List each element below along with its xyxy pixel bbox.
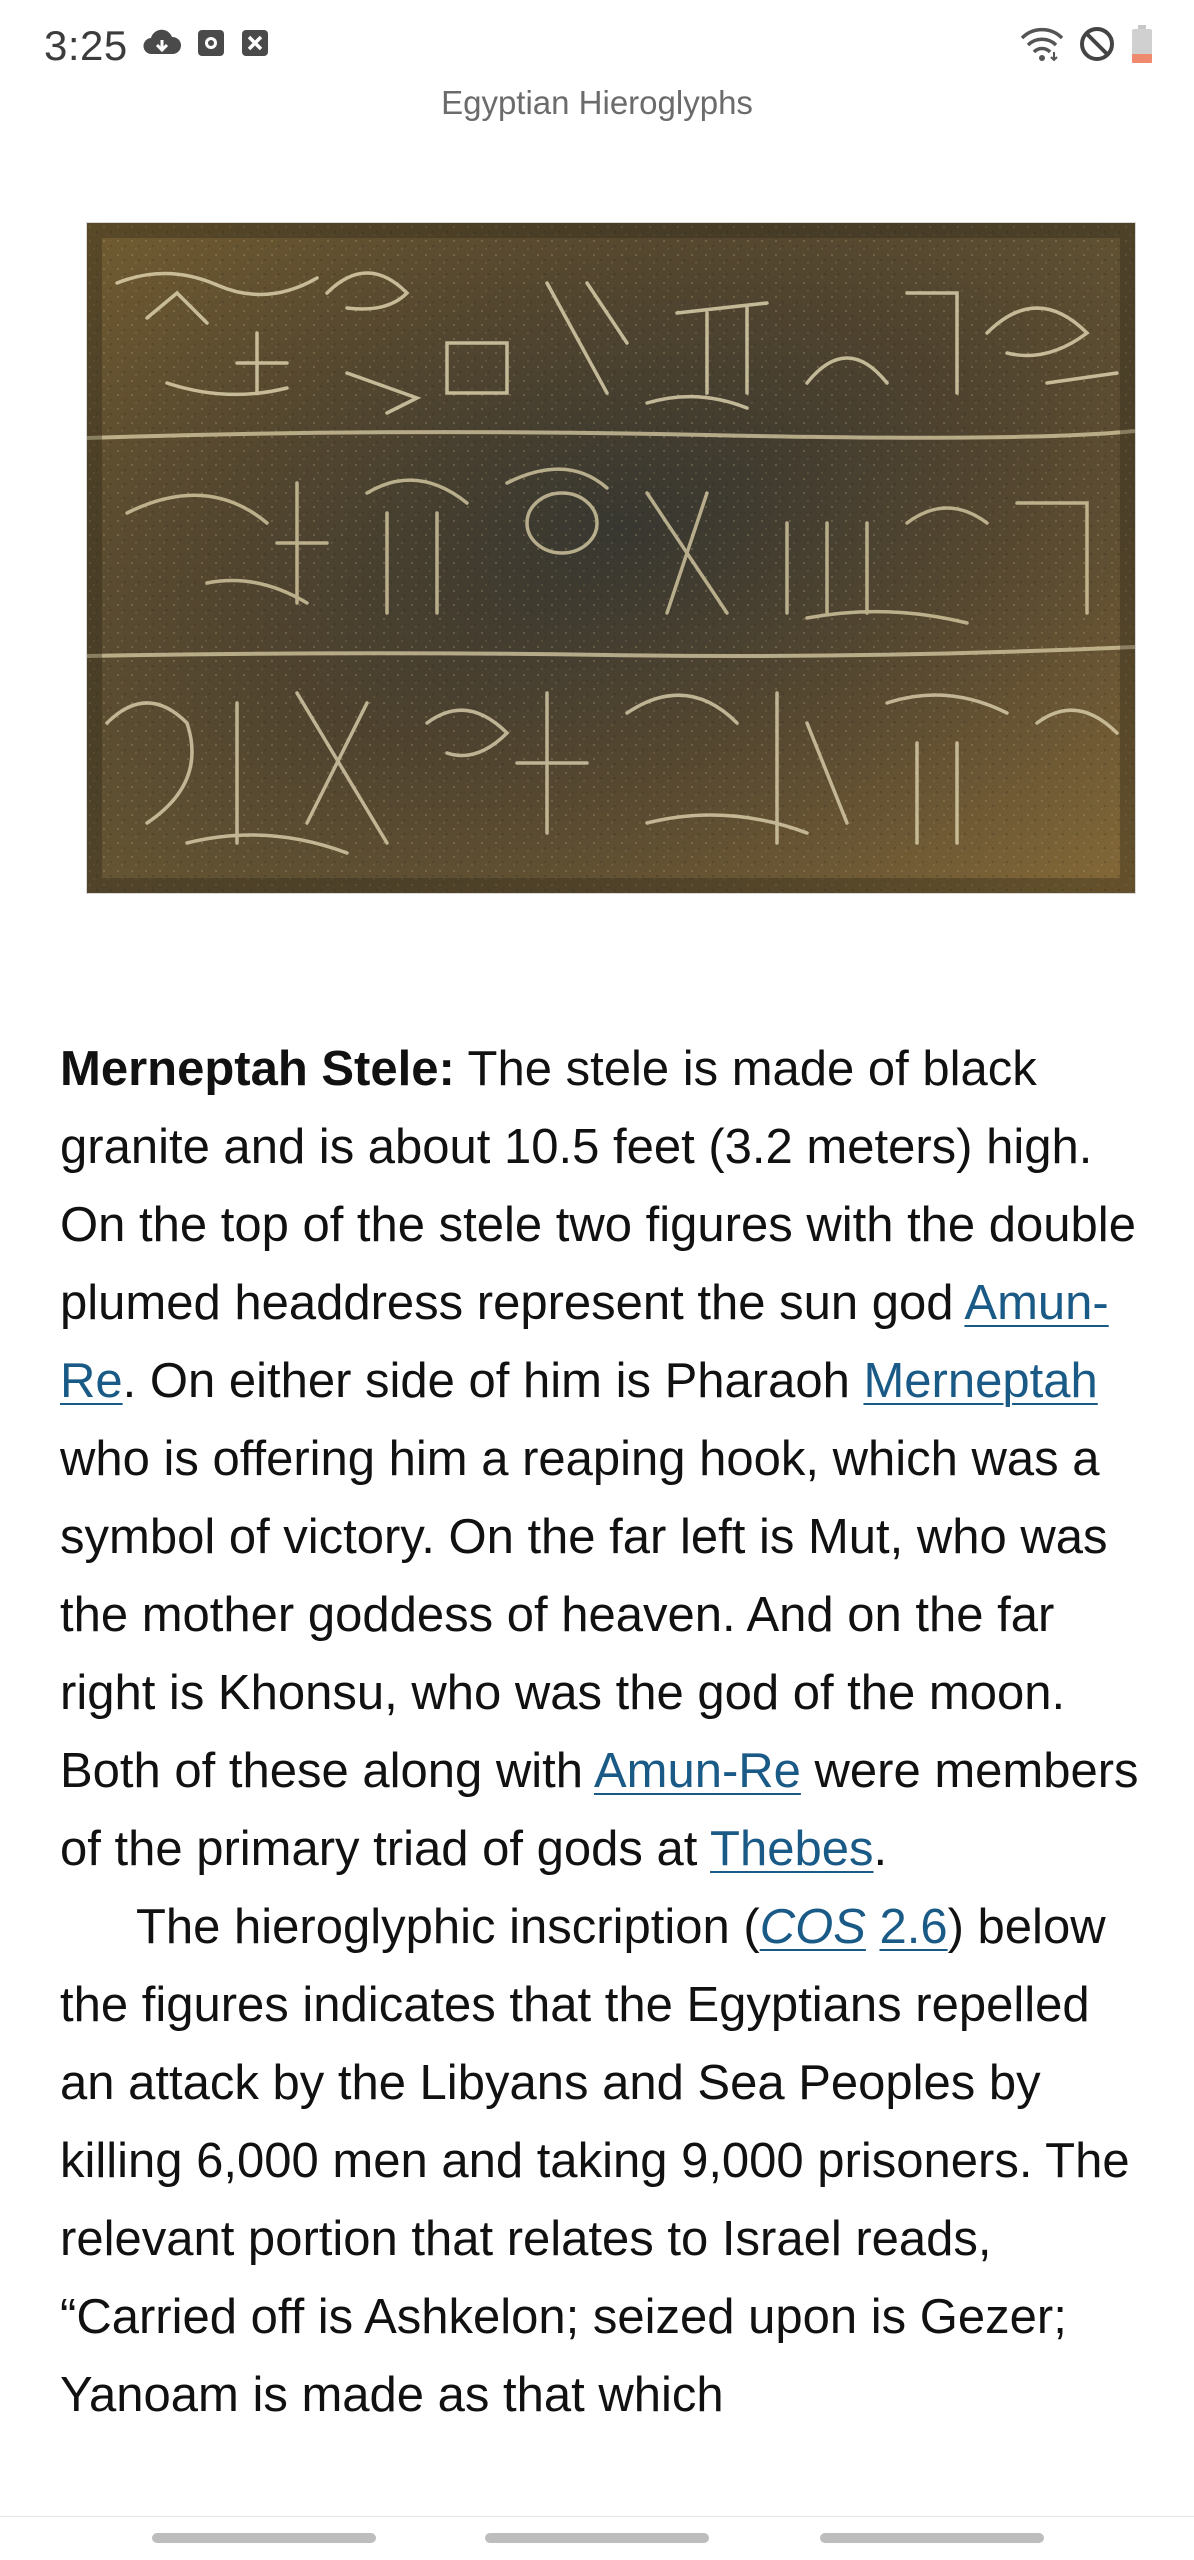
p2-text-3: ) below the figures indicates that the Egyptians repelled an attack by the Libyans and Sea Peoples by killing 6,000 men and taking 9,000 prisoners. The relevant portion that relates to Israel reads, “Carried off is Ashkelon; seized upon is Gezer; Yanoam is made as that which bbox=[60, 1900, 1130, 2422]
bottom-divider bbox=[0, 2516, 1194, 2517]
p2-text-2 bbox=[866, 1900, 880, 1954]
status-time: 3:25 bbox=[44, 22, 128, 69]
link-amun-re-2[interactable]: Amun-Re bbox=[593, 1744, 801, 1798]
status-bar bbox=[0, 0, 1194, 95]
paragraph-1 bbox=[60, 1030, 1140, 1888]
p2-text-1: The hieroglyphic inscription ( bbox=[136, 1900, 760, 1954]
wifi-icon bbox=[1020, 26, 1064, 67]
nav-handle-right[interactable] bbox=[820, 2533, 1044, 2543]
p1-text-2: . On either side of him is Pharaoh bbox=[122, 1354, 864, 1408]
link-amun-re[interactable]: Amun-Re bbox=[60, 1276, 1109, 1408]
nav-handle-left[interactable] bbox=[152, 2533, 376, 2543]
p1-text-3: who is offering him a reaping hook, which was a symbol of victory. On the far left is Mut, who was the mother goddess of heaven. And on the far right is Khonsu, who was the god of the moon. Both of these along with bbox=[60, 1432, 1108, 1798]
article-body bbox=[60, 1030, 1140, 2434]
cloud-icon bbox=[142, 28, 182, 63]
paragraph-2 bbox=[60, 1888, 1140, 2434]
close-box-icon bbox=[240, 28, 270, 63]
battery-low-icon bbox=[1130, 24, 1154, 69]
p1-text-4: were members of the primary triad of gods at bbox=[60, 1744, 1139, 1876]
page-title: Egyptian Hieroglyphs bbox=[441, 84, 753, 121]
link-thebes[interactable]: Thebes bbox=[710, 1822, 874, 1876]
do-not-disturb-icon bbox=[1078, 25, 1116, 68]
status-icons-right bbox=[1020, 24, 1154, 69]
p1-text-5: . bbox=[873, 1822, 888, 1876]
nav-handle-center[interactable] bbox=[485, 2533, 709, 2543]
lede-label: Merneptah Stele: bbox=[60, 1042, 455, 1096]
link-merneptah[interactable]: Merneptah bbox=[863, 1354, 1098, 1408]
stele-image bbox=[87, 223, 1135, 893]
link-2-6[interactable]: 2.6 bbox=[879, 1900, 948, 1954]
p1-text-1: The stele is made of black granite and is about 10.5 feet (3.2 meters) high. On the top of the stele two figures with the double plumed headdress represent the sun god bbox=[60, 1042, 1136, 1330]
status-icons-left bbox=[142, 28, 270, 63]
square-app-icon bbox=[196, 28, 226, 63]
link-cos[interactable]: COS bbox=[759, 1900, 866, 1954]
